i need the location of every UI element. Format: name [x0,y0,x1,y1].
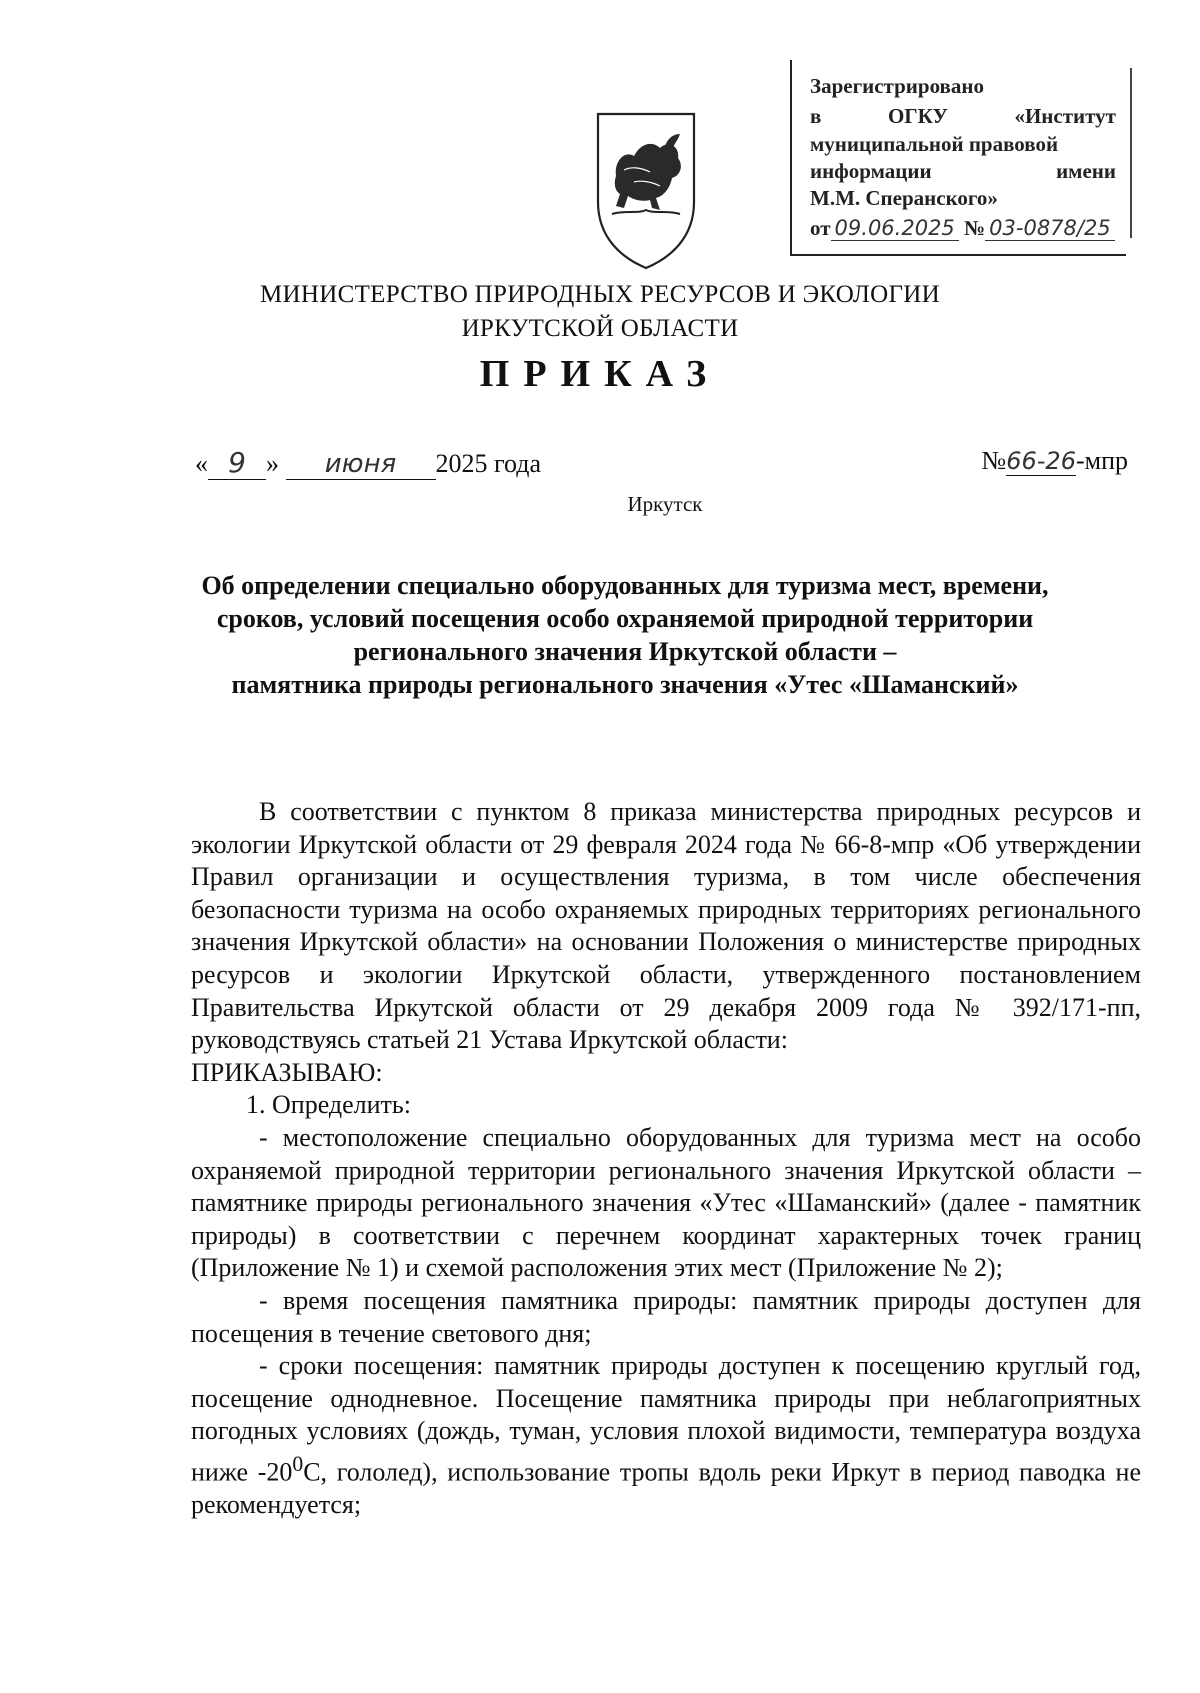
subject-line: Об определении специально оборудованных для туризма мест, времени, [201,571,1049,600]
city-name: Иркутск [627,492,703,516]
stamp-border [1122,68,1132,238]
bullet-terms-text: - сроки посещения: памятник природы доступен к посещению круглый год, посещение однодневное. Посещение памятника природы при неблагоприятных погодных условиях (дождь, туман, условия плохой видимости, температура воздуха ниже -20 [191,1351,1141,1487]
stamp-word: ОГКУ [887,104,948,128]
date-month-handwritten: июня [286,449,436,480]
bullet-terms [191,1350,1141,1522]
number-prefix: № [981,446,1007,475]
stamp-line-info [810,157,1116,185]
stamp-registration-line [810,214,1116,242]
number-suffix: -мпр [1075,446,1128,475]
stamp-line-speransky: М.М. Сперанского» [810,186,998,210]
date-close-quote: » [266,449,279,478]
stamp-number-handwritten: 03-0878/25 [985,216,1115,241]
subject-line: памятника природы регионального значения «Утес «Шаманский» [231,670,1019,699]
date-year: 2025 года [435,449,542,478]
subject-line: регионального значения Иркутской области – [353,637,897,666]
stamp-line-municipal: муниципальной правовой [810,132,1059,156]
order-number [981,446,1128,476]
bullet-location: - местоположение специально оборудованных для туризма мест на особо охраняемой природной территории регионального значения Иркутской области – памятнике природы регионального значения «Утес «Шаманский» (далее - памятник природы) в соответствии с перечнем координат характерных точек границ (Приложение № 1) и схемой расположения этих мест (Приложение № 2); [191,1122,1141,1283]
stamp-date-handwritten: 09.06.2025 [831,216,959,241]
registration-stamp [790,60,1126,256]
order-subject [130,569,1120,701]
region-name: ИРКУТСКОЙ ОБЛАСТИ [461,315,739,342]
order-body [191,796,1141,1522]
bullet-terms-text-end: С, гололед), использование тропы вдоль реки Иркут в период паводка не рекомендуется; [191,1457,1141,1520]
item-1-heading: 1. Определить: [246,1090,411,1120]
stamp-date-prefix: от [810,216,831,240]
preamble-paragraph: В соответствии с пунктом 8 приказа министерства природных ресурсов и экологии Иркутской области от 29 февраля 2024 года № 66-8-мпр «Об утверждении Правил организации и осуществления туризма, в том числе обеспечения безопасности туризма на особо охраняемых природных территориях регионального значения Иркутской области» на основании Положения о министерстве природных ресурсов и экологии Иркутской области, утвержденного постановлением Правительства Иркутской области от 29 декабря 2009 года № 392/171-пп, руководствуясь статьей 21 Устава Иркутской области: [191,797,1141,1055]
stamp-word: в [810,104,822,128]
date-day-handwritten: 9 [208,446,266,480]
stamp-word: «Институт [1014,104,1116,128]
stamp-word: имени [1056,159,1116,183]
stamp-number-prefix: № [964,216,986,240]
date-open-quote: « [195,449,208,478]
number-handwritten: 66-26 [1006,447,1076,475]
document-type-title: ПРИКАЗ [479,353,721,395]
stamp-word: информации [810,159,932,183]
subject-line: сроков, условий посещения особо охраняемой природной территории [216,604,1034,633]
stamp-line-institute [810,102,1116,130]
order-word: ПРИКАЗЫВАЮ: [191,1057,383,1087]
ministry-name: МИНИСТЕРСТВО ПРИРОДНЫХ РЕСУРСОВ И ЭКОЛОГИИ [260,281,940,308]
order-date [195,446,541,480]
coat-of-arms-icon [594,110,698,270]
degree-superscript: 0 [292,1451,304,1476]
bullet-time: - время посещения памятника природы: памятник природы доступен для посещения в течение светового дня; [191,1285,1141,1348]
stamp-title: Зарегистрировано [810,74,984,98]
